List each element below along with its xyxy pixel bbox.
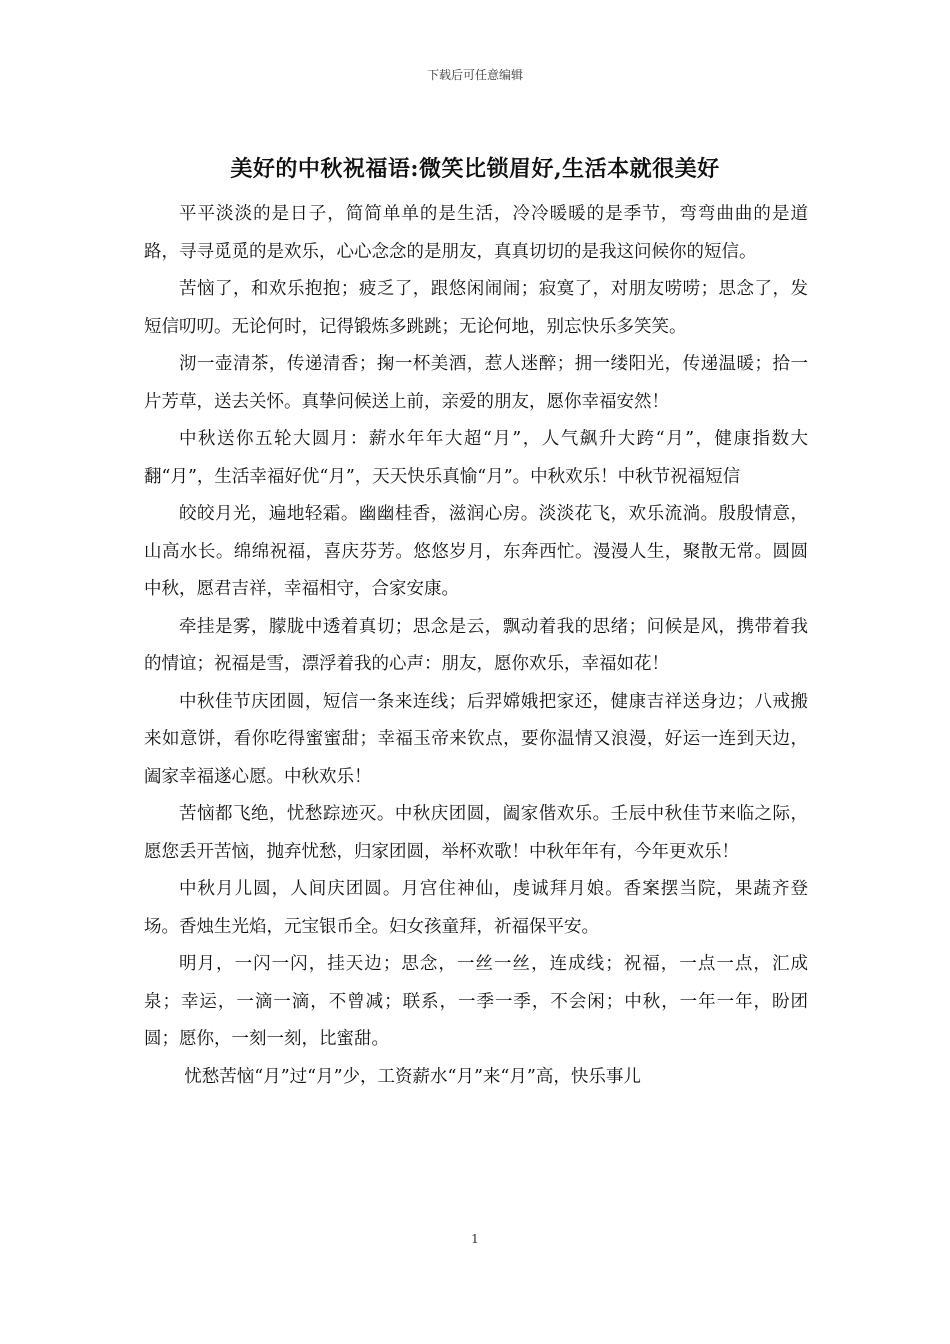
paragraph: 中秋送你五轮大圆月：薪水年年大超“月”，人气飙升大跨“月”，健康指数大翻“月”，生活幸福好优“月”，天天快乐真愉“月”。中秋欢乐！中秋节祝福短信 [144,429,808,487]
paragraph: 忧愁苦恼“月”过“月”少，工资薪水“月”来“月”高，快乐事儿 [184,1066,641,1087]
document-title: 美好的中秋祝福语:微笑比锁眉好,生活本就很美好 [230,156,720,182]
paragraph: 沏一壶清茶，传递清香；掬一杯美酒，惹人迷醉；拥一缕阳光，传递温暖；拾一片芳草，送去关怀。真挚问候送上前，亲爱的朋友，愿你幸福安然！ [144,354,808,412]
paragraph: 中秋佳节庆团圆，短信一条来连线；后羿嫦娥把家还，健康吉祥送身边；八戒搬来如意饼，看你吃得蜜蜜甜；幸福玉帝来钦点，要你温情又浪漫，好运一连到天边，阖家幸福遂心愿。中秋欢乐！ [144,691,808,787]
paragraph: 苦恼都飞绝，忧愁踪迹灭。中秋庆团圆，阖家偕欢乐。壬辰中秋佳节来临之际，愿您丢开苦恼，抛弃忧愁，归家团圆，举杯欢歌！中秋年年有，今年更欢乐！ [144,804,808,862]
page-number: 1 [471,1232,479,1246]
paragraph: 苦恼了，和欢乐抱抱；疲乏了，跟悠闲闹闹；寂寞了，对朋友唠唠；思念了，发短信叨叨。无论何时，记得锻炼多跳跳；无论何地，别忘快乐多笑笑。 [144,279,808,337]
document-body [144,196,808,1096]
paragraph: 明月，一闪一闪，挂天边；思念，一丝一丝，连成线；祝福，一点一点，汇成泉；幸运，一滴一滴，不曾减；联系，一季一季，不会闲；中秋，一年一年，盼团圆；愿你，一刻一刻，比蜜甜。 [144,954,808,1049]
paragraph: 皎皎月光，遍地轻霜。幽幽桂香，滋润心房。淡淡花飞，欢乐流淌。殷殷情意，山高水长。绵绵祝福，喜庆芬芳。悠悠岁月，东奔西忙。漫漫人生，聚散无常。圆圆中秋，愿君吉祥，幸福相守，合家安康。 [144,504,808,599]
paragraph: 牵挂是雾，朦胧中透着真切；思念是云，飘动着我的思绪；问候是风，携带着我的情谊；祝福是雪，漂浮着我的心声：朋友，愿你欢乐，幸福如花！ [144,616,808,674]
paragraph: 中秋月儿圆，人间庆团圆。月宫住神仙，虔诚拜月娘。香案摆当院，果蔬齐登场。香烛生光焰，元宝银币全。妇女孩童拜，祈福保平安。 [144,879,808,937]
paragraph: 平平淡淡的是日子，简简单单的是生活，冷冷暖暖的是季节，弯弯曲曲的是道路，寻寻觅觅的是欢乐，心心念念的是朋友，真真切切的是我这问候你的短信。 [144,204,808,262]
page-header: 下载后可任意编辑 [426,68,523,82]
